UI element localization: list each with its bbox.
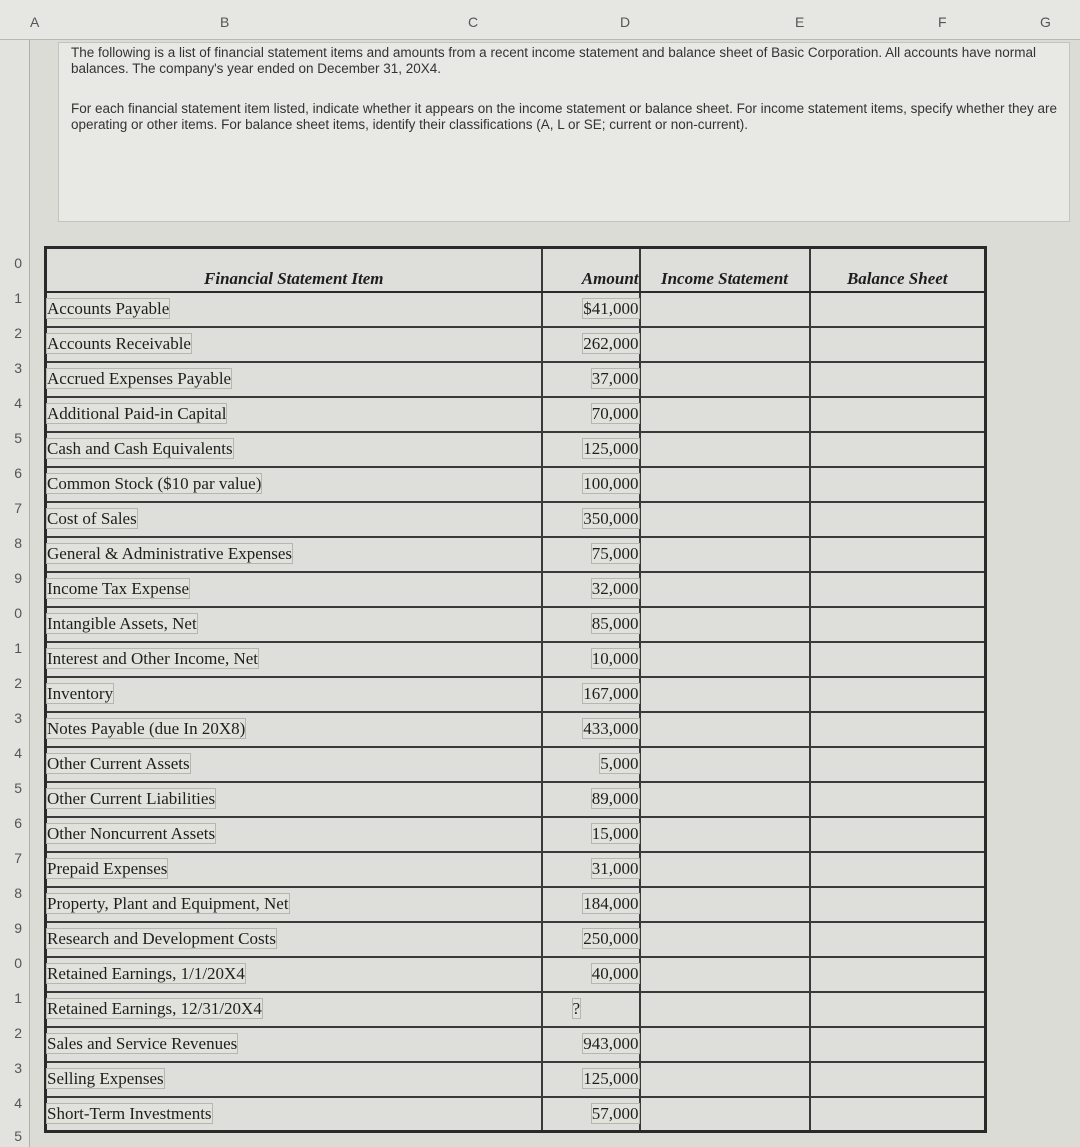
row-number[interactable]: 5: [14, 430, 22, 446]
item-label: Other Noncurrent Assets: [47, 824, 216, 843]
income-statement-cell[interactable]: [640, 502, 810, 537]
amount-cell[interactable]: [542, 852, 640, 887]
item-label: Research and Development Costs: [47, 929, 276, 948]
column-header-g[interactable]: G: [1040, 14, 1051, 30]
row-number[interactable]: 3: [14, 1060, 22, 1076]
item-cell[interactable]: [46, 432, 542, 467]
row-number[interactable]: 8: [14, 535, 22, 551]
amount-cell[interactable]: [542, 537, 640, 572]
amount-cell[interactable]: [542, 362, 640, 397]
table-row: [46, 572, 986, 607]
income-statement-cell[interactable]: [640, 782, 810, 817]
amount-value: 37,000: [591, 369, 639, 388]
header-amount[interactable]: Amount: [542, 248, 640, 292]
balance-sheet-cell[interactable]: [810, 572, 986, 607]
row-header-bar: [0, 40, 30, 1147]
item-label: Cost of Sales: [47, 509, 137, 528]
item-cell[interactable]: [46, 1097, 542, 1132]
balance-sheet-cell[interactable]: [810, 607, 986, 642]
amount-cell[interactable]: [542, 677, 640, 712]
income-statement-cell[interactable]: [640, 712, 810, 747]
amount-cell[interactable]: [542, 992, 640, 1027]
table-row: [46, 397, 986, 432]
column-header-bar: [0, 0, 1080, 40]
amount-cell[interactable]: [542, 1062, 640, 1097]
income-statement-cell[interactable]: [640, 572, 810, 607]
column-header-f[interactable]: F: [938, 14, 947, 30]
item-cell[interactable]: [46, 887, 542, 922]
row-number[interactable]: 8: [14, 885, 22, 901]
item-cell[interactable]: [46, 397, 542, 432]
amount-cell[interactable]: [542, 432, 640, 467]
item-label: Prepaid Expenses: [47, 859, 168, 878]
row-number[interactable]: 3: [14, 710, 22, 726]
item-label: Other Current Liabilities: [47, 789, 216, 808]
amount-value: 32,000: [591, 579, 639, 598]
table-row: [46, 817, 986, 852]
item-cell[interactable]: [46, 572, 542, 607]
item-cell[interactable]: [46, 1062, 542, 1097]
item-label: Sales and Service Revenues: [47, 1034, 238, 1053]
item-label: Other Current Assets: [47, 754, 190, 773]
income-statement-cell[interactable]: [640, 922, 810, 957]
income-statement-cell[interactable]: [640, 642, 810, 677]
row-number[interactable]: 7: [14, 850, 22, 866]
row-number[interactable]: 1: [14, 990, 22, 1006]
amount-value: 5,000: [600, 754, 639, 773]
row-number[interactable]: 4: [14, 1095, 22, 1111]
item-label: Notes Payable (due In 20X8): [47, 719, 246, 738]
item-cell[interactable]: [46, 782, 542, 817]
amount-cell[interactable]: [542, 397, 640, 432]
header-income-statement[interactable]: Income Statement: [640, 248, 810, 292]
item-label: Selling Expenses: [47, 1069, 164, 1088]
amount-value: 40,000: [591, 964, 639, 983]
item-label: Accrued Expenses Payable: [47, 369, 232, 388]
item-cell[interactable]: [46, 747, 542, 782]
amount-value: 100,000: [583, 474, 639, 493]
amount-cell[interactable]: [542, 817, 640, 852]
income-statement-cell[interactable]: [640, 607, 810, 642]
amount-value: 75,000: [591, 544, 639, 563]
item-label: Retained Earnings, 12/31/20X4: [47, 999, 262, 1018]
row-number[interactable]: 0: [14, 255, 22, 271]
amount-cell[interactable]: [542, 1097, 640, 1132]
item-cell[interactable]: [46, 852, 542, 887]
row-number[interactable]: 9: [14, 570, 22, 586]
row-number[interactable]: 7: [14, 500, 22, 516]
income-statement-cell[interactable]: [640, 467, 810, 502]
amount-value: 31,000: [591, 859, 639, 878]
row-number[interactable]: 0: [14, 605, 22, 621]
amount-value: $41,000: [583, 299, 639, 318]
item-label: Cash and Cash Equivalents: [47, 439, 233, 458]
amount-cell[interactable]: [542, 642, 640, 677]
table-row: [46, 922, 986, 957]
column-header-b[interactable]: B: [220, 14, 230, 30]
amount-cell[interactable]: [542, 467, 640, 502]
header-balance-sheet[interactable]: Balance Sheet: [810, 248, 986, 292]
amount-cell[interactable]: [542, 957, 640, 992]
financial-statement-table: [44, 246, 987, 1133]
amount-cell[interactable]: [542, 712, 640, 747]
income-statement-cell[interactable]: [640, 677, 810, 712]
row-number[interactable]: 6: [14, 815, 22, 831]
amount-value: 433,000: [583, 719, 639, 738]
row-number[interactable]: 1: [14, 290, 22, 306]
table-row: [46, 642, 986, 677]
item-label: Accounts Receivable: [47, 334, 191, 353]
table-row: [46, 362, 986, 397]
amount-cell[interactable]: [542, 782, 640, 817]
income-statement-cell[interactable]: [640, 852, 810, 887]
row-number[interactable]: 5: [14, 780, 22, 796]
amount-cell[interactable]: [542, 1027, 640, 1062]
amount-value: 57,000: [591, 1103, 639, 1123]
balance-sheet-cell[interactable]: [810, 887, 986, 922]
item-cell[interactable]: [46, 607, 542, 642]
amount-value: 70,000: [591, 404, 639, 423]
table-row: [46, 537, 986, 572]
amount-cell[interactable]: [542, 502, 640, 537]
balance-sheet-cell[interactable]: [810, 1097, 986, 1132]
item-label: General & Administrative Expenses: [47, 544, 293, 563]
row-number[interactable]: 2: [14, 325, 22, 341]
column-header-c[interactable]: C: [468, 14, 479, 30]
income-statement-cell[interactable]: [640, 1097, 810, 1132]
balance-sheet-cell[interactable]: [810, 362, 986, 397]
item-cell[interactable]: [46, 467, 542, 502]
row-number[interactable]: 6: [14, 465, 22, 481]
table-row: [46, 957, 986, 992]
item-cell[interactable]: [46, 292, 542, 327]
item-label: Intangible Assets, Net: [47, 614, 197, 633]
amount-value: 184,000: [583, 894, 639, 913]
table-row: [46, 327, 986, 362]
table-row: [46, 467, 986, 502]
balance-sheet-cell[interactable]: [810, 1062, 986, 1097]
amount-cell[interactable]: [542, 747, 640, 782]
column-header-d[interactable]: D: [620, 14, 631, 30]
table-row: [46, 992, 986, 1027]
income-statement-cell[interactable]: [640, 817, 810, 852]
amount-value: 262,000: [583, 334, 639, 353]
amount-value: ?: [572, 999, 581, 1018]
balance-sheet-cell[interactable]: [810, 957, 986, 992]
item-cell[interactable]: [46, 642, 542, 677]
item-label: Short-Term Investments: [47, 1103, 212, 1123]
balance-sheet-cell[interactable]: [810, 782, 986, 817]
amount-cell[interactable]: [542, 292, 640, 327]
item-label: Accounts Payable: [47, 299, 170, 318]
table-row: [46, 677, 986, 712]
income-statement-cell[interactable]: [640, 1027, 810, 1062]
table-row: [46, 502, 986, 537]
table-row: [46, 607, 986, 642]
row-number[interactable]: 5: [14, 1128, 22, 1144]
income-statement-cell[interactable]: [640, 992, 810, 1027]
table-row: [46, 747, 986, 782]
balance-sheet-cell[interactable]: [810, 537, 986, 572]
income-statement-cell[interactable]: [640, 432, 810, 467]
header-financial-statement-item[interactable]: Financial Statement Item: [46, 248, 542, 292]
item-cell[interactable]: [46, 677, 542, 712]
income-statement-cell[interactable]: [640, 957, 810, 992]
item-cell[interactable]: [46, 957, 542, 992]
item-cell[interactable]: [46, 712, 542, 747]
row-number[interactable]: 2: [14, 675, 22, 691]
amount-cell[interactable]: [542, 607, 640, 642]
amount-value: 125,000: [583, 439, 639, 458]
item-cell[interactable]: [46, 922, 542, 957]
table-row: [46, 1062, 986, 1097]
balance-sheet-cell[interactable]: [810, 922, 986, 957]
table-row: [46, 432, 986, 467]
table-row: [46, 712, 986, 747]
balance-sheet-cell[interactable]: [810, 467, 986, 502]
income-statement-cell[interactable]: [640, 537, 810, 572]
income-statement-cell[interactable]: [640, 887, 810, 922]
amount-value: 89,000: [591, 789, 639, 808]
amount-value: 125,000: [583, 1069, 639, 1088]
balance-sheet-cell[interactable]: [810, 712, 986, 747]
income-statement-cell[interactable]: [640, 1062, 810, 1097]
item-label: Interest and Other Income, Net: [47, 649, 258, 668]
item-label: Inventory: [47, 684, 114, 703]
item-label: Property, Plant and Equipment, Net: [47, 894, 289, 913]
amount-value: 10,000: [591, 649, 639, 668]
item-cell[interactable]: [46, 537, 542, 572]
balance-sheet-cell[interactable]: [810, 677, 986, 712]
balance-sheet-cell[interactable]: [810, 502, 986, 537]
amount-value: 15,000: [591, 824, 639, 843]
row-number[interactable]: 9: [14, 920, 22, 936]
item-cell[interactable]: [46, 362, 542, 397]
column-header-a[interactable]: A: [30, 14, 40, 30]
balance-sheet-cell[interactable]: [810, 747, 986, 782]
amount-cell[interactable]: [542, 887, 640, 922]
column-header-e[interactable]: E: [795, 14, 805, 30]
item-label: Income Tax Expense: [47, 579, 190, 598]
amount-value: 250,000: [583, 929, 639, 948]
income-statement-cell[interactable]: [640, 397, 810, 432]
balance-sheet-cell[interactable]: [810, 992, 986, 1027]
instructions-text-box[interactable]: [58, 42, 1070, 222]
item-cell[interactable]: [46, 1027, 542, 1062]
row-number[interactable]: 4: [14, 395, 22, 411]
amount-value: 85,000: [591, 614, 639, 633]
income-statement-cell[interactable]: [640, 747, 810, 782]
balance-sheet-cell[interactable]: [810, 1027, 986, 1062]
table-row: [46, 1097, 986, 1132]
item-cell[interactable]: [46, 327, 542, 362]
item-cell[interactable]: [46, 817, 542, 852]
income-statement-cell[interactable]: [640, 327, 810, 362]
amount-cell[interactable]: [542, 922, 640, 957]
balance-sheet-cell[interactable]: [810, 397, 986, 432]
balance-sheet-cell[interactable]: [810, 642, 986, 677]
income-statement-cell[interactable]: [640, 362, 810, 397]
amount-value: 167,000: [583, 684, 639, 703]
balance-sheet-cell[interactable]: [810, 292, 986, 327]
table-row: [46, 852, 986, 887]
balance-sheet-cell[interactable]: [810, 432, 986, 467]
balance-sheet-cell[interactable]: [810, 852, 986, 887]
table-row: [46, 292, 986, 327]
item-label: Additional Paid-in Capital: [47, 404, 227, 423]
row-number[interactable]: 4: [14, 745, 22, 761]
table-row: [46, 782, 986, 817]
table-header-row: [46, 248, 986, 292]
row-number[interactable]: 0: [14, 955, 22, 971]
balance-sheet-cell[interactable]: [810, 327, 986, 362]
row-number[interactable]: 3: [14, 360, 22, 376]
row-number[interactable]: 2: [14, 1025, 22, 1041]
row-number[interactable]: 1: [14, 640, 22, 656]
item-cell[interactable]: [46, 502, 542, 537]
instructions-paragraph-1: The following is a list of financial statement items and amounts from a recent income statement and balance sheet of Basic Corporation. All accounts have normal balances. The company's year ended on December 31, 20X4.: [71, 45, 1036, 76]
table-row: [46, 887, 986, 922]
amount-value: 943,000: [583, 1034, 639, 1053]
item-label: Common Stock ($10 par value): [47, 474, 262, 493]
balance-sheet-cell[interactable]: [810, 817, 986, 852]
amount-cell[interactable]: [542, 572, 640, 607]
amount-cell[interactable]: [542, 327, 640, 362]
amount-value: 350,000: [583, 509, 639, 528]
item-label: Retained Earnings, 1/1/20X4: [47, 964, 245, 983]
item-cell[interactable]: [46, 992, 542, 1027]
instructions-paragraph-2: For each financial statement item listed, indicate whether it appears on the income statement or balance sheet. For income statement items, specify whether they are operating or other items. For balance sheet items, identify their classifications (A, L or SE; current or non-current).: [71, 101, 1057, 132]
table-row: [46, 1027, 986, 1062]
income-statement-cell[interactable]: [640, 292, 810, 327]
